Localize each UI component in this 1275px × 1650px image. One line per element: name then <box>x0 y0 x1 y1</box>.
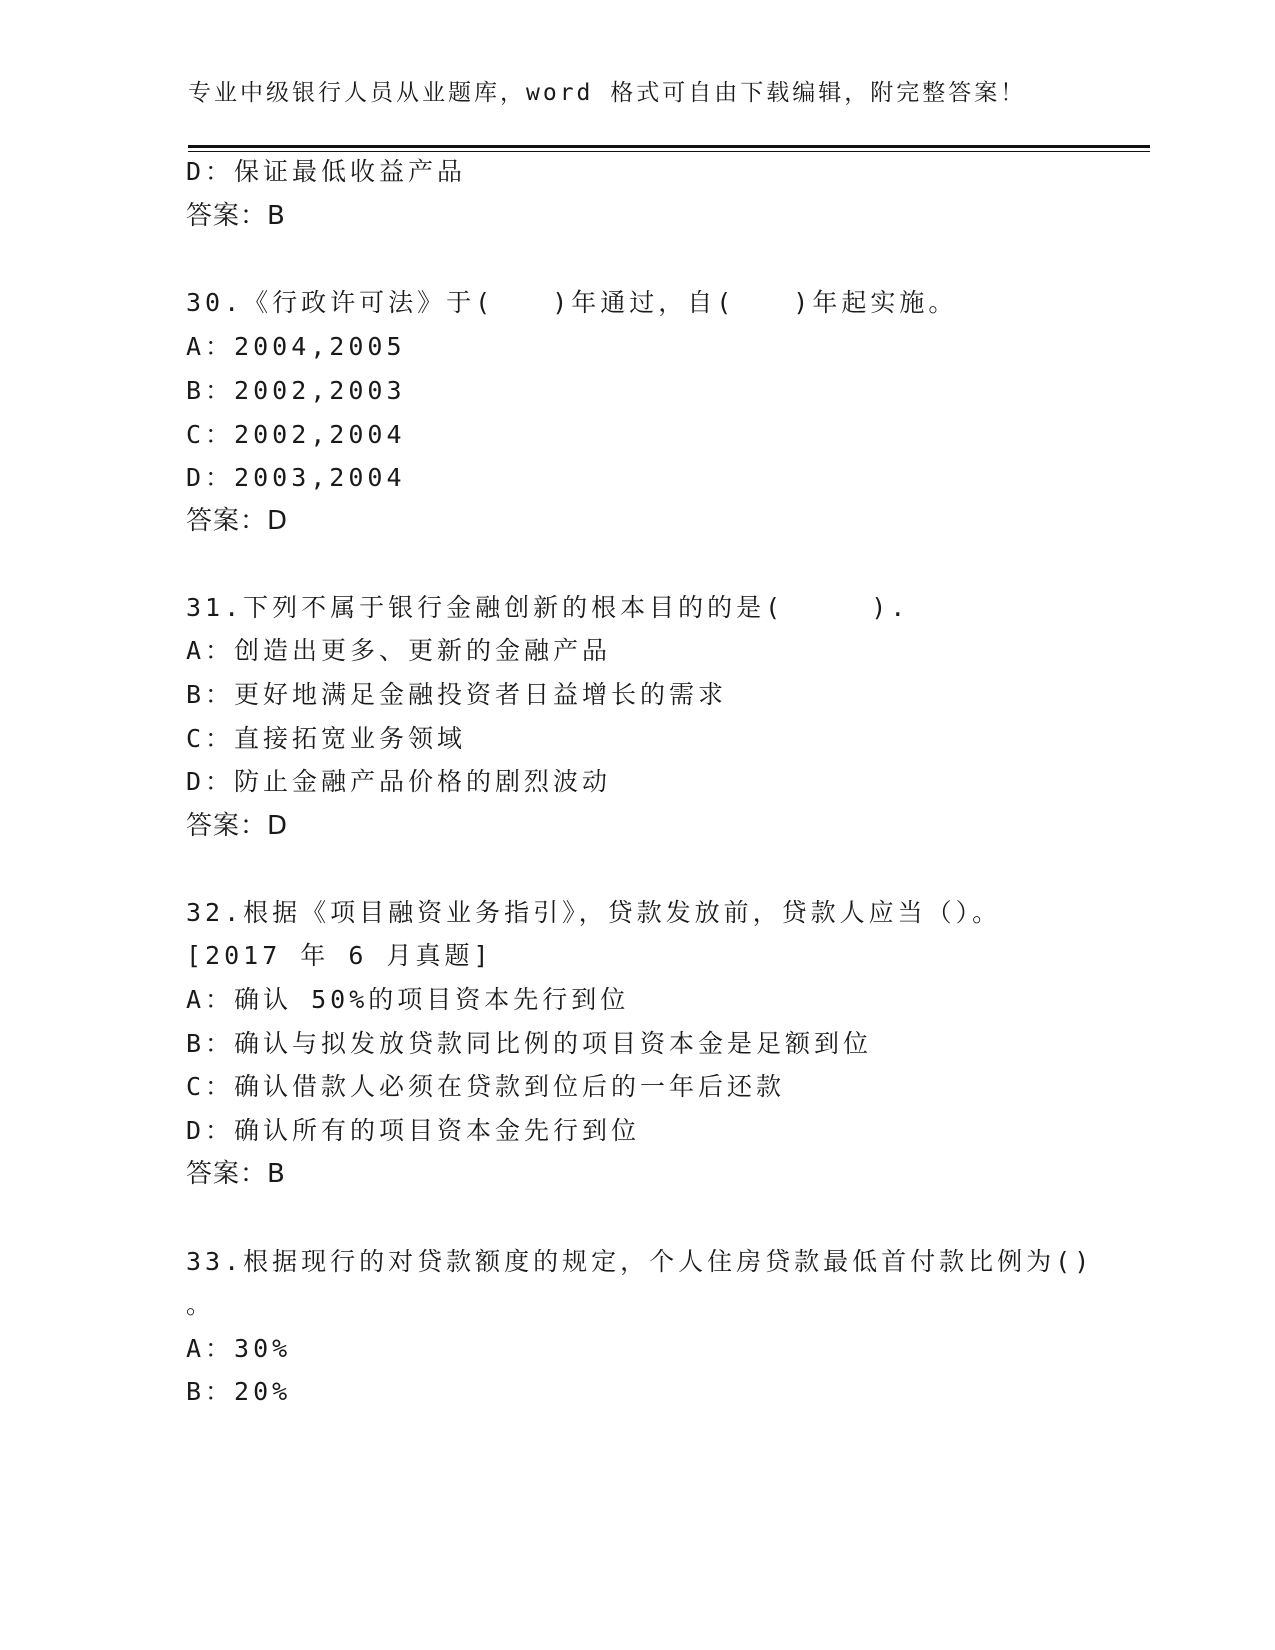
q30-option-c: C：2002,2004 <box>186 420 406 449</box>
q31-option-d: D：防止金融产品价格的剧烈波动 <box>186 767 612 796</box>
q32-option-d: D：确认所有的项目资本金先行到位 <box>186 1116 641 1145</box>
q31-option-b: B：更好地满足金融投资者日益增长的需求 <box>186 680 728 709</box>
q30-option-b: B：2002,2003 <box>186 376 406 405</box>
q31-answer: 答案：D <box>186 811 289 841</box>
header-rule-thick <box>188 145 1150 148</box>
q30-option-a: A：2004,2005 <box>186 332 406 361</box>
q33-question: 33.根据现行的对贷款额度的规定，个人住房贷款最低首付款比例为() <box>186 1247 1094 1276</box>
q33-option-b: B：20% <box>186 1377 292 1406</box>
q32-question-cont: [2017 年 6 月真题] <box>186 941 493 970</box>
header-rule-thin <box>188 151 1150 152</box>
q32-option-a: A：确认 50%的项目资本先行到位 <box>186 985 630 1014</box>
page-header: 专业中级银行人员从业题库，word 格式可自由下载编辑，附完整答案！ <box>188 80 1027 106</box>
q31-question: 31.下列不属于银行金融创新的根本目的的是( ). <box>186 593 910 622</box>
prev-option-d: D：保证最低收益产品 <box>186 157 467 186</box>
q31-option-a: A：创造出更多、更新的金融产品 <box>186 636 612 665</box>
q33-question-cont: 。 <box>186 1290 216 1319</box>
q32-option-b: B：确认与拟发放贷款同比例的项目资本金是足额到位 <box>186 1029 873 1058</box>
prev-answer: 答案：B <box>186 201 286 231</box>
q31-option-c: C：直接拓宽业务领域 <box>186 724 467 753</box>
q32-question: 32.根据《项目融资业务指引》，贷款发放前，贷款人应当（）。 <box>186 898 1002 927</box>
q30-question: 30.《行政许可法》于( )年通过，自( )年起实施。 <box>186 288 958 317</box>
q32-option-c: C：确认借款人必须在贷款到位后的一年后还款 <box>186 1072 786 1101</box>
q32-answer: 答案：B <box>186 1159 286 1189</box>
q30-option-d: D：2003,2004 <box>186 463 406 492</box>
q30-answer: 答案：D <box>186 506 289 536</box>
q33-option-a: A：30% <box>186 1334 292 1363</box>
